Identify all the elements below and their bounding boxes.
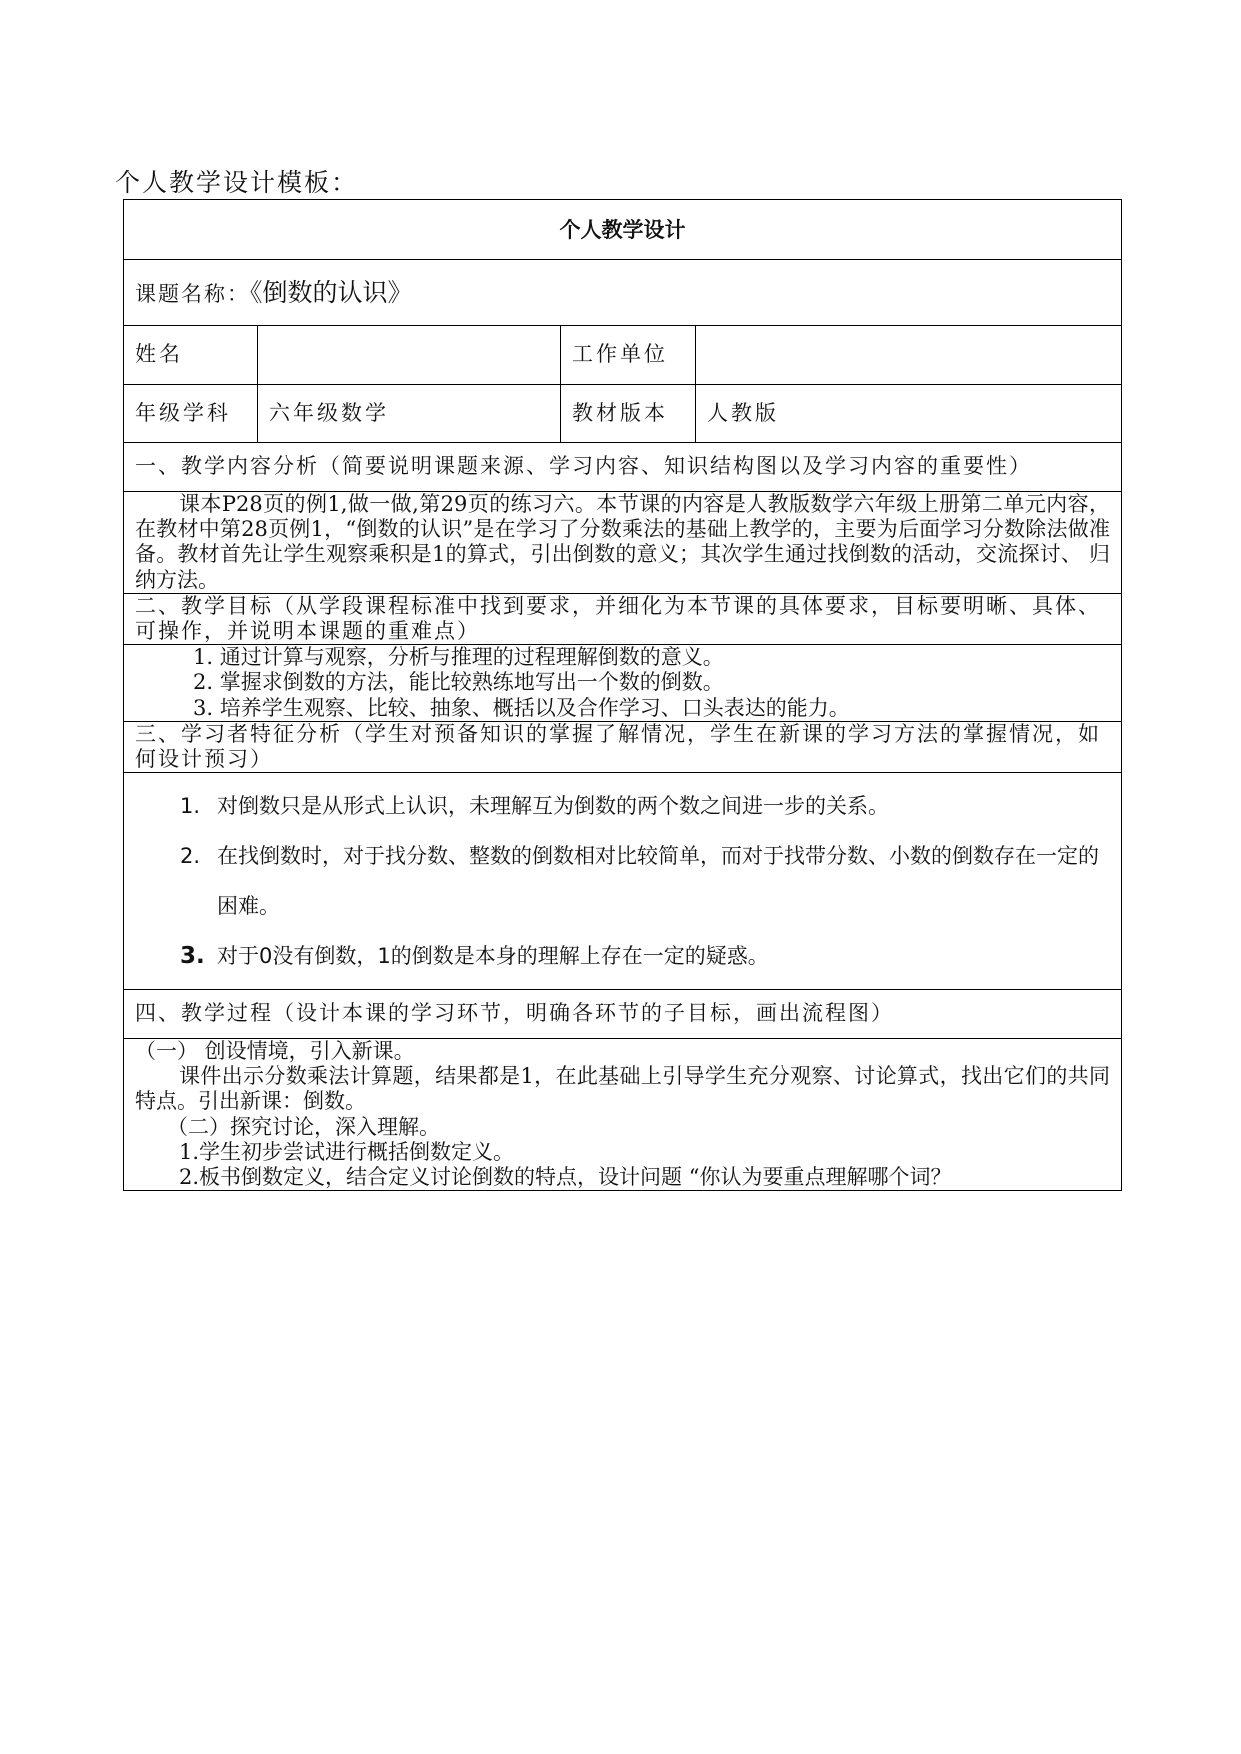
work-unit-label: 工作单位 xyxy=(561,326,696,385)
learner-item-number: 3. xyxy=(180,943,205,970)
learner-item-text: 对于0没有倒数，1的倒数是本身的理解上存在一定的疑惑。 xyxy=(217,944,769,969)
topic-row xyxy=(124,260,1122,326)
teaching-design-table xyxy=(123,199,1122,1191)
table-title: 个人教学设计 xyxy=(124,200,1122,260)
learner-item xyxy=(135,931,1110,981)
work-unit-value xyxy=(696,326,1122,385)
textbook-version-value: 人教版 xyxy=(696,385,1122,443)
topic-label: 课题名称： xyxy=(135,281,250,306)
topic-value: 《倒数的认识》 xyxy=(250,277,413,307)
section2-content-cell xyxy=(124,645,1122,722)
section2-header: 二、教学目标（从学段课程标准中找到要求，并细化为本节课的具体要求，目标要明晰、具体、可操作，并说明本课题的重难点） xyxy=(124,593,1122,644)
learner-item-number: 1. xyxy=(180,794,201,819)
grade-subject-value: 六年级数学 xyxy=(258,385,561,443)
process-step-text: 课件出示分数乘法计算题，结果都是1，在此基础上引导学生充分观察、讨论算式，找出它们的共同特点。引出新课：倒数。 xyxy=(135,1064,1110,1114)
info-row-grade xyxy=(124,385,1122,443)
section1-content: 课本P28页的例1,做一做,第29页的练习六。本节课的内容是人教版数学六年级上册第二单元内容，在教材中第28页例1，“倒数的认识”是在学习了分数乘法的基础上教学的，主要为后面学习分数除法做准备。教材首先让学生观察乘积是1的算式，引出倒数的意义；其次学生通过找倒数的活动，交流探讨、 归纳方法。 xyxy=(135,492,1110,592)
goal-item: 2. 掌握求倒数的方法，能比较熟练地写出一个数的倒数。 xyxy=(193,670,724,695)
section4-header: 四、教学过程（设计本课的学习环节，明确各环节的子目标，画出流程图） xyxy=(124,990,1122,1039)
section1-header: 一、教学内容分析（简要说明课题来源、学习内容、知识结构图以及学习内容的重要性） xyxy=(124,443,1122,492)
process-item: 2.板书倒数定义，结合定义讨论倒数的特点，设计问题 “你认为要重点理解哪个词？ xyxy=(179,1165,952,1189)
learner-item-text: 对倒数只是从形式上认识，未理解互为倒数的两个数之间进一步的关系。 xyxy=(217,794,889,819)
page-heading: 个人教学设计模板： xyxy=(115,168,359,197)
info-row-name xyxy=(124,326,1122,385)
section3-content-cell xyxy=(124,773,1122,990)
section3-header: 三、学习者特征分析（学生对预备知识的掌握了解情况，学生在新课的学习方法的掌握情况，如何设计预习） xyxy=(124,721,1122,772)
goal-item: 3. 培养学生观察、比较、抽象、概括以及合作学习、口头表达的能力。 xyxy=(193,695,850,720)
learner-item-number: 2. xyxy=(180,844,201,869)
process-step-heading: （一） 创设情境，引入新课。 xyxy=(135,1039,415,1064)
process-item: 1.学生初步尝试进行概括倒数定义。 xyxy=(179,1139,515,1164)
section4-content-cell xyxy=(124,1039,1122,1191)
learner-item xyxy=(135,831,1110,931)
name-label: 姓名 xyxy=(124,326,258,385)
section1-content-cell xyxy=(124,492,1122,594)
textbook-version-label: 教材版本 xyxy=(561,385,696,443)
process-step-heading: （二）探究讨论，深入理解。 xyxy=(167,1114,440,1139)
grade-subject-label: 年级学科 xyxy=(124,385,258,443)
learner-item xyxy=(135,781,1110,831)
learner-item-text: 在找倒数时，对于找分数、整数的倒数相对比较简单，而对于找带分数、小数的倒数存在一定的困难。 xyxy=(217,844,1099,919)
goal-item: 1. 通过计算与观察，分析与推理的过程理解倒数的意义。 xyxy=(193,645,724,670)
name-value xyxy=(258,326,561,385)
